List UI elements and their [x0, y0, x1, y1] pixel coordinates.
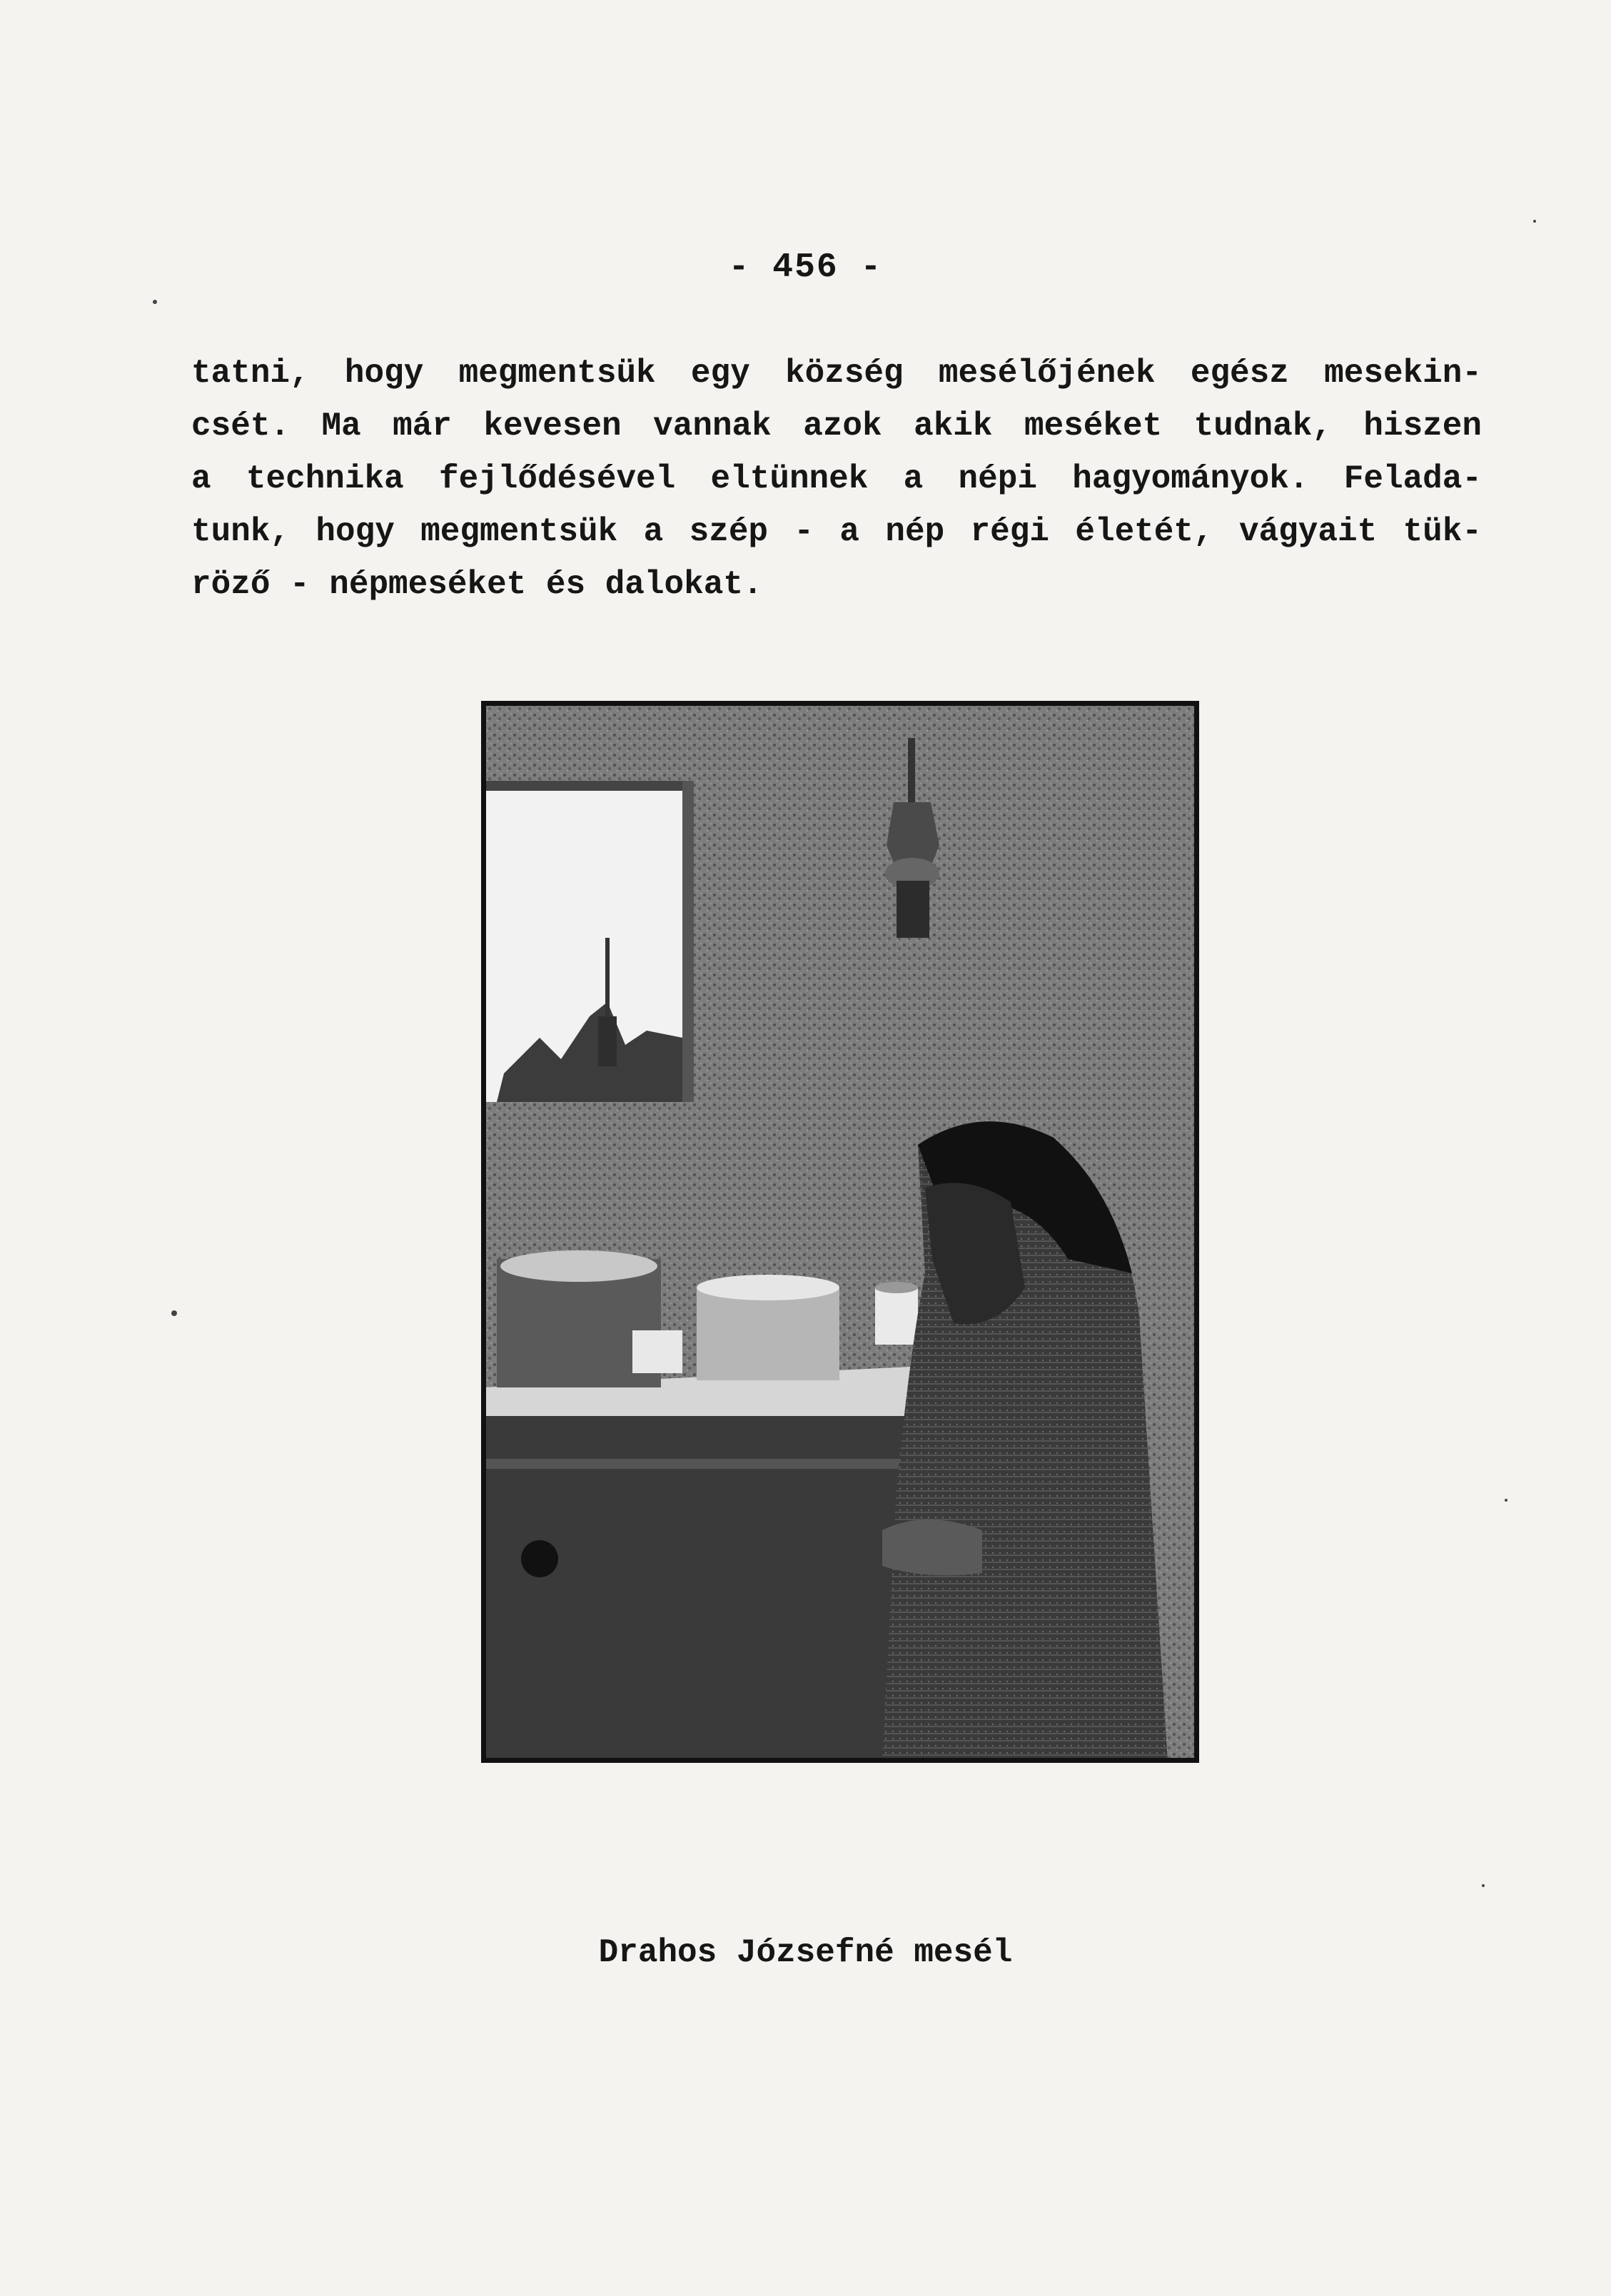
paragraph-line: tunk, hogy megmentsük a szép - a nép régi életét, vágyait tük- [191, 513, 1482, 550]
scan-speck [153, 300, 157, 304]
page-number: - 456 - [728, 248, 883, 287]
photograph [483, 702, 1198, 1761]
paragraph-line: csét. Ma már kevesen vannak azok akik meséket tudnak, hiszen [191, 408, 1482, 445]
scan-speck [1533, 220, 1536, 223]
paragraph-line: tatni, hogy megmentsük egy község mesélőjének egész mesekin- [191, 355, 1482, 392]
paragraph-line: röző - népmeséket és dalokat. [191, 566, 763, 603]
body-paragraph [191, 347, 1482, 611]
scan-speck [1482, 1884, 1485, 1887]
paragraph-line: a technika fejlődésével eltünnek a népi hagyományok. Felada- [191, 460, 1482, 497]
scan-speck [1505, 1499, 1508, 1502]
scan-speck [171, 1310, 177, 1316]
photo-caption: Drahos Józsefné mesél [598, 1934, 1013, 1971]
